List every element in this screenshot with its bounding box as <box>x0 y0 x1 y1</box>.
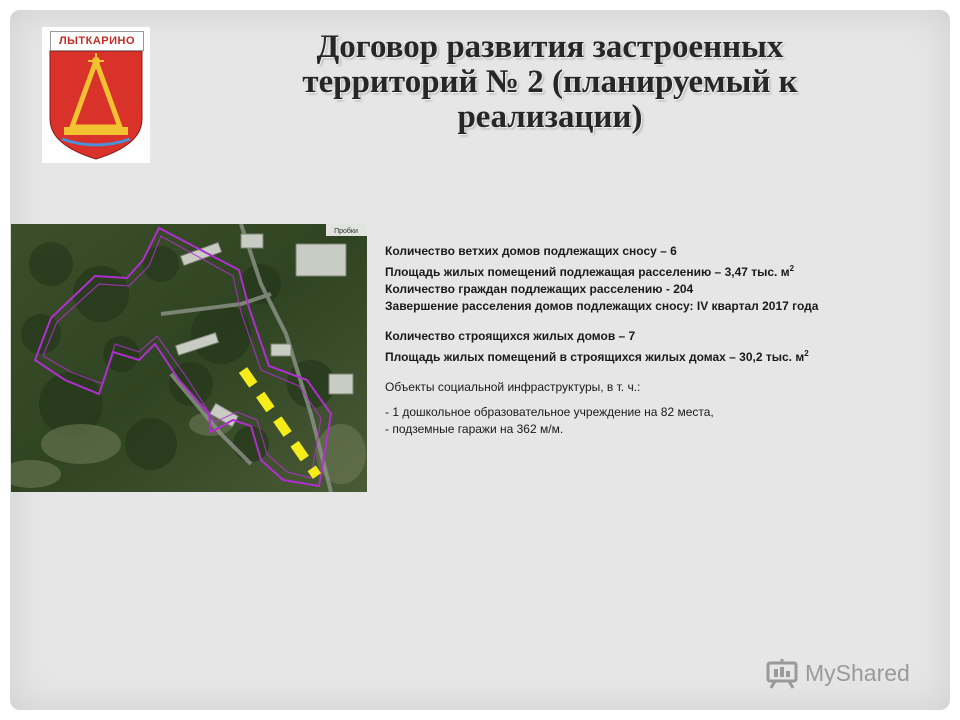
social-header: Объекты социальной инфраструктуры, в т. ч.: <box>385 380 641 394</box>
info-text: Площадь жилых помещений подлежащая расселению – 3,47 тыс. м <box>385 265 790 279</box>
satellite-map-image <box>11 224 367 492</box>
unit-superscript: 2 <box>789 264 795 273</box>
title-line-1: Договор развития застроенных <box>316 29 784 65</box>
map-tag: Пробки <box>334 228 358 235</box>
info-line-with-sup <box>385 260 945 281</box>
spacer <box>385 315 945 328</box>
info-line: Количество граждан подлежащих расселению - 204 <box>385 282 694 296</box>
emblem-banner: ЛЫТКАРИНО <box>50 31 144 51</box>
info-text: Площадь жилых помещений в строящихся жилых домах – 30,2 тыс. м <box>385 350 805 364</box>
spacer <box>385 396 945 404</box>
unit-superscript: 2 <box>804 349 809 358</box>
info-panel <box>385 243 945 438</box>
title-line-2: территорий № 2 (планируемый к <box>302 64 798 100</box>
presentation-board-icon <box>765 657 799 689</box>
city-emblem <box>42 27 150 163</box>
page-title <box>230 30 870 135</box>
satellite-map <box>11 224 367 492</box>
info-line: Количество ветхих домов подлежащих сносу – 6 <box>385 244 677 258</box>
watermark-text: MyShared <box>805 659 910 686</box>
slide <box>10 10 950 710</box>
watermark <box>765 655 910 691</box>
info-line: Завершение расселения домов подлежащих сносу: IV квартал 2017 года <box>385 299 819 313</box>
social-item: - 1 дошкольное образовательное учреждение на 82 места, <box>385 405 714 419</box>
title-line-3: реализации) <box>457 99 643 135</box>
social-item: - подземные гаражи на 362 м/м. <box>385 422 564 436</box>
spacer <box>385 366 945 379</box>
info-line: Количество строящихся жилых домов – 7 <box>385 329 636 343</box>
info-line-with-sup <box>385 345 945 366</box>
